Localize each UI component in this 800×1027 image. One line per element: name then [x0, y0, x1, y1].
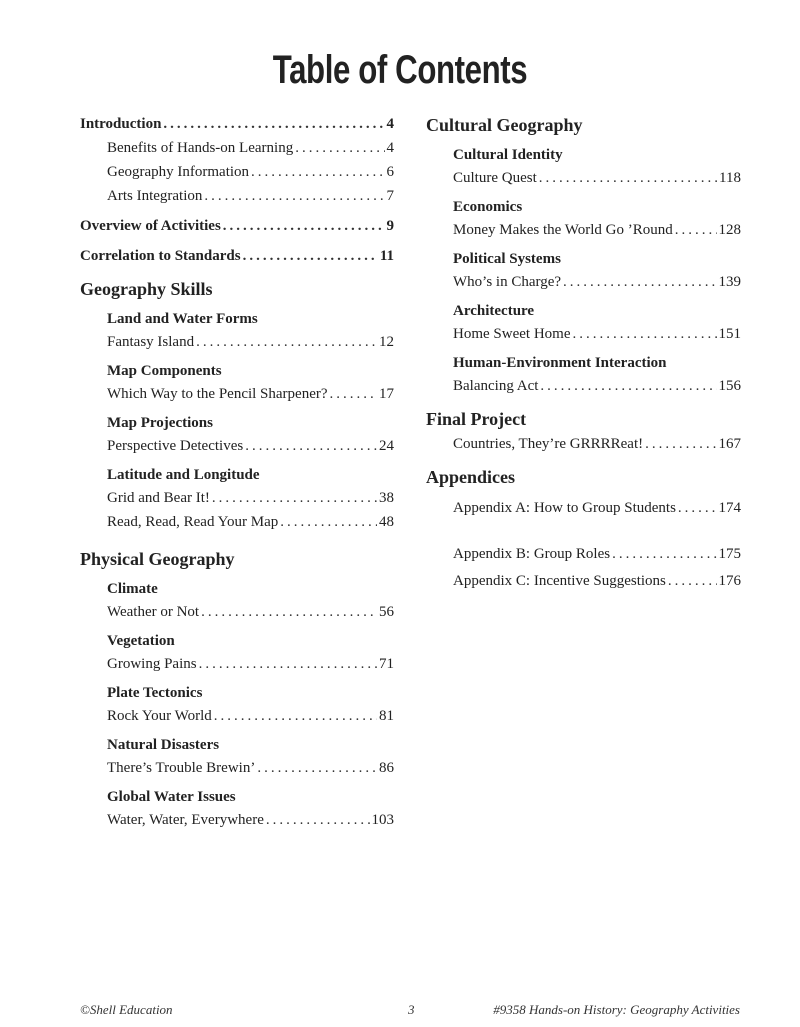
toc-entry-overview[interactable]	[80, 214, 394, 238]
entry-page: 6	[386, 164, 394, 180]
toc-entry[interactable]	[426, 496, 741, 520]
entry-label: Appendix C: Incentive Suggestions	[453, 573, 666, 589]
toc-entry[interactable]	[426, 569, 741, 593]
leader-dots	[257, 756, 377, 780]
leader-dots	[330, 382, 377, 406]
entry-page: 167	[718, 436, 741, 452]
subsection-heading: Cultural Identity	[453, 147, 563, 163]
leader-dots	[245, 434, 377, 458]
toc-left-column	[80, 112, 394, 832]
section-heading-cultural-geography: Cultural Geography	[426, 115, 583, 135]
toc-entry[interactable]	[80, 382, 394, 406]
toc-entry[interactable]	[426, 270, 741, 294]
entry-label: Appendix A: How to Group Students	[453, 500, 676, 516]
toc-entry[interactable]	[426, 218, 741, 242]
subsection-heading: Map Components	[107, 363, 222, 379]
leader-dots	[645, 432, 716, 456]
leader-dots	[163, 112, 384, 136]
leader-dots	[675, 218, 717, 242]
entry-label: Overview of Activities	[80, 218, 221, 234]
page-title: Table of Contents	[272, 48, 528, 92]
entry-label: Countries, They’re GRRRReat!	[453, 436, 644, 452]
entry-page: 11	[379, 248, 394, 264]
leader-dots	[212, 486, 377, 510]
section-heading-appendices: Appendices	[426, 467, 516, 487]
footer-page-number: 3	[408, 1002, 415, 1017]
leader-dots	[223, 214, 385, 238]
toc-entry[interactable]	[80, 136, 394, 160]
entry-page: 4	[386, 116, 394, 132]
leader-dots	[214, 704, 377, 728]
entry-label: There’s Trouble Brewin’	[107, 760, 256, 776]
entry-label: Rock Your World	[107, 708, 212, 724]
toc-entry-correlation[interactable]	[80, 244, 394, 268]
toc-entry[interactable]	[80, 184, 394, 208]
subsection-heading: Natural Disasters	[107, 737, 220, 753]
leader-dots	[266, 808, 370, 832]
entry-label: Read, Read, Read Your Map	[107, 514, 279, 530]
toc-entry[interactable]	[80, 756, 394, 780]
toc-entry[interactable]	[426, 166, 741, 190]
entry-label: Money Makes the World Go ’Round	[453, 222, 673, 238]
entry-page: 139	[718, 274, 741, 290]
leader-dots	[572, 322, 716, 346]
entry-page: 17	[379, 386, 394, 402]
toc-entry[interactable]	[80, 160, 394, 184]
toc-entry[interactable]	[80, 486, 394, 510]
section-heading-physical-geography: Physical Geography	[80, 549, 235, 569]
entry-page: 56	[379, 604, 394, 620]
toc-entry[interactable]	[80, 510, 394, 534]
entry-page: 128	[718, 222, 741, 238]
leader-dots	[539, 166, 717, 190]
entry-label: Benefits of Hands-on Learning	[107, 140, 294, 156]
entry-page: 71	[379, 656, 394, 672]
entry-page: 175	[718, 546, 741, 562]
toc-entry[interactable]	[80, 704, 394, 728]
leader-dots	[243, 244, 378, 268]
entry-page: 151	[718, 326, 741, 342]
entry-page: 118	[719, 170, 741, 186]
entry-page: 7	[386, 188, 394, 204]
toc-entry[interactable]	[426, 432, 741, 456]
entry-label: Perspective Detectives	[107, 438, 244, 454]
leader-dots	[251, 160, 384, 184]
leader-dots	[199, 652, 377, 676]
entry-page: 48	[379, 514, 394, 530]
section-heading-geography-skills: Geography Skills	[80, 279, 213, 299]
entry-label: Who’s in Charge?	[453, 274, 562, 290]
entry-label: Weather or Not	[107, 604, 200, 620]
entry-label: Fantasy Island	[107, 334, 195, 350]
subsection-heading: Climate	[107, 581, 158, 597]
entry-page: 12	[379, 334, 394, 350]
entry-page: 86	[379, 760, 394, 776]
subsection-heading: Plate Tectonics	[107, 685, 203, 701]
entry-label: Water, Water, Everywhere	[107, 812, 264, 828]
toc-entry[interactable]	[80, 434, 394, 458]
toc-entry-introduction[interactable]	[80, 112, 394, 136]
leader-dots	[612, 542, 716, 566]
leader-dots	[295, 136, 384, 160]
leader-dots	[668, 569, 717, 593]
entry-page: 9	[386, 218, 394, 234]
leader-dots	[196, 330, 377, 354]
section-heading-final-project: Final Project	[426, 409, 527, 429]
leader-dots	[204, 184, 384, 208]
subsection-heading: Vegetation	[107, 633, 175, 649]
entry-page: 156	[718, 378, 741, 394]
entry-page: 38	[379, 490, 394, 506]
entry-label: Growing Pains	[107, 656, 197, 672]
entry-page: 24	[379, 438, 394, 454]
entry-page: 174	[718, 500, 741, 516]
entry-label: Grid and Bear It!	[107, 490, 210, 506]
entry-label: Appendix B: Group Roles	[453, 546, 611, 562]
entry-label: Which Way to the Pencil Sharpener?	[107, 386, 328, 402]
subsection-heading: Land and Water Forms	[107, 311, 258, 327]
leader-dots	[540, 374, 716, 398]
leader-dots	[563, 270, 716, 294]
toc-entry[interactable]	[80, 600, 394, 624]
subsection-heading: Latitude and Longitude	[107, 467, 260, 483]
subsection-heading: Global Water Issues	[107, 789, 236, 805]
footer-publisher: ©Shell Education	[80, 1002, 173, 1017]
entry-label: Introduction	[80, 116, 162, 132]
toc-entry[interactable]	[426, 374, 741, 398]
entry-page: 81	[379, 708, 394, 724]
entry-label: Correlation to Standards	[80, 248, 241, 264]
leader-dots	[280, 510, 377, 534]
subsection-heading: Political Systems	[453, 251, 561, 267]
entry-label: Arts Integration	[107, 188, 203, 204]
toc-entry[interactable]	[80, 330, 394, 354]
subsection-heading: Economics	[453, 199, 523, 215]
leader-dots	[201, 600, 377, 624]
subsection-heading: Architecture	[453, 303, 535, 319]
entry-label: Geography Information	[107, 164, 250, 180]
entry-page: 103	[371, 812, 394, 828]
footer-book-title: #9358 Hands-on History: Geography Activities	[493, 1002, 740, 1017]
entry-label: Culture Quest	[453, 170, 537, 186]
toc-entry[interactable]	[80, 652, 394, 676]
toc-entry[interactable]	[426, 322, 741, 346]
toc-entry[interactable]	[426, 542, 741, 566]
leader-dots	[678, 496, 717, 520]
entry-label: Home Sweet Home	[453, 326, 571, 342]
toc-entry[interactable]	[80, 808, 394, 832]
entry-label: Balancing Act	[453, 378, 539, 394]
subsection-heading: Human-Environment Interaction	[453, 355, 667, 371]
toc-right-column	[426, 112, 741, 593]
entry-page: 176	[718, 573, 741, 589]
subsection-heading: Map Projections	[107, 415, 213, 431]
entry-page: 4	[386, 140, 394, 156]
